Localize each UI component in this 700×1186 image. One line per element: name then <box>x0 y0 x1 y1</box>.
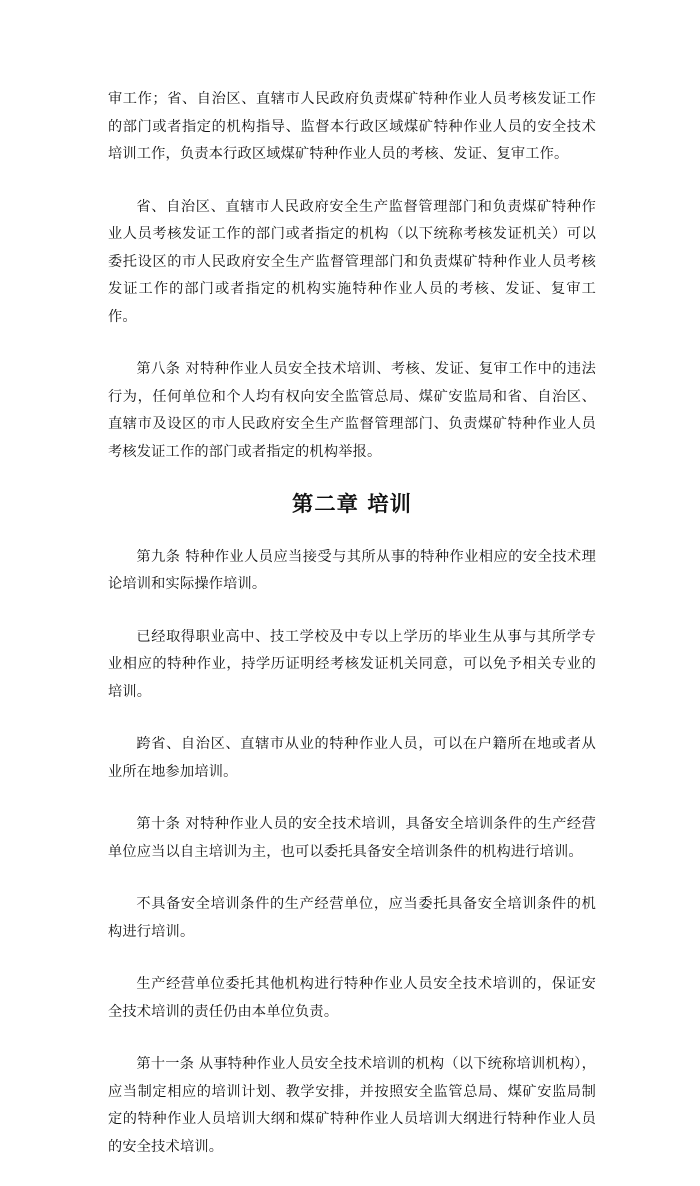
chapter-heading: 第二章 培训 <box>292 492 412 517</box>
paragraph: 不具备安全培训条件的生产经营单位，应当委托具备安全培训条件的机构进行培训。 <box>108 896 596 940</box>
article-11-paragraph: 第十一条 从事特种作业人员安全技术培训的机构（以下统称培训机构），应当制定相应的培训计划、教学安排，并按照安全监管总局、煤矿安监局制定的特种作业人员培训大纲和煤矿特种作业人员培训大纲进行特种作业人员的安全技术培训。 <box>108 1056 596 1155</box>
paragraph: 省、自治区、直辖市人民政府安全生产监督管理部门和负责煤矿特种作业人员考核发证工作的部门或者指定的机构（以下统称考核发证机关）可以委托设区的市人民政府安全生产监督管理部门和负责煤矿特种作业人员考核发证工作的部门或者指定的机构实施特种作业人员的考核、发证、复审工作。 <box>108 198 596 325</box>
article-8-paragraph: 第八条 对特种作业人员安全技术培训、考核、发证、复审工作中的违法行为，任何单位和个人均有权向安全监管总局、煤矿安监局和省、自治区、直辖市及设区的市人民政府安全生产监督管理部门、负责煤矿特种作业人员考核发证工作的部门或者指定的机构举报。 <box>108 361 596 460</box>
paragraph-continued: 审工作；省、自治区、直辖市人民政府负责煤矿特种作业人员考核发证工作的部门或者指定的机构指导、监督本行政区域煤矿特种作业人员的安全技术培训工作，负责本行政区域煤矿特种作业人员的考核、发证、复审工作。 <box>108 91 596 162</box>
document-body <box>108 86 596 1186</box>
paragraph: 跨省、自治区、直辖市从业的特种作业人员，可以在户籍所在地或者从业所在地参加培训。 <box>108 736 596 780</box>
article-9-paragraph: 第九条 特种作业人员应当接受与其所从事的特种作业相应的安全技术理论培训和实际操作培训。 <box>108 548 596 592</box>
article-10-paragraph: 第十条 对特种作业人员的安全技术培训，具备安全培训条件的生产经营单位应当以自主培训为主，也可以委托具备安全培训条件的机构进行培训。 <box>108 816 596 860</box>
paragraph: 生产经营单位委托其他机构进行特种作业人员安全技术培训的，保证安全技术培训的责任仍由本单位负责。 <box>108 976 596 1020</box>
paragraph: 已经取得职业高中、技工学校及中专以上学历的毕业生从事与其所学专业相应的特种作业，持学历证明经考核发证机关同意，可以免予相关专业的培训。 <box>108 628 596 700</box>
